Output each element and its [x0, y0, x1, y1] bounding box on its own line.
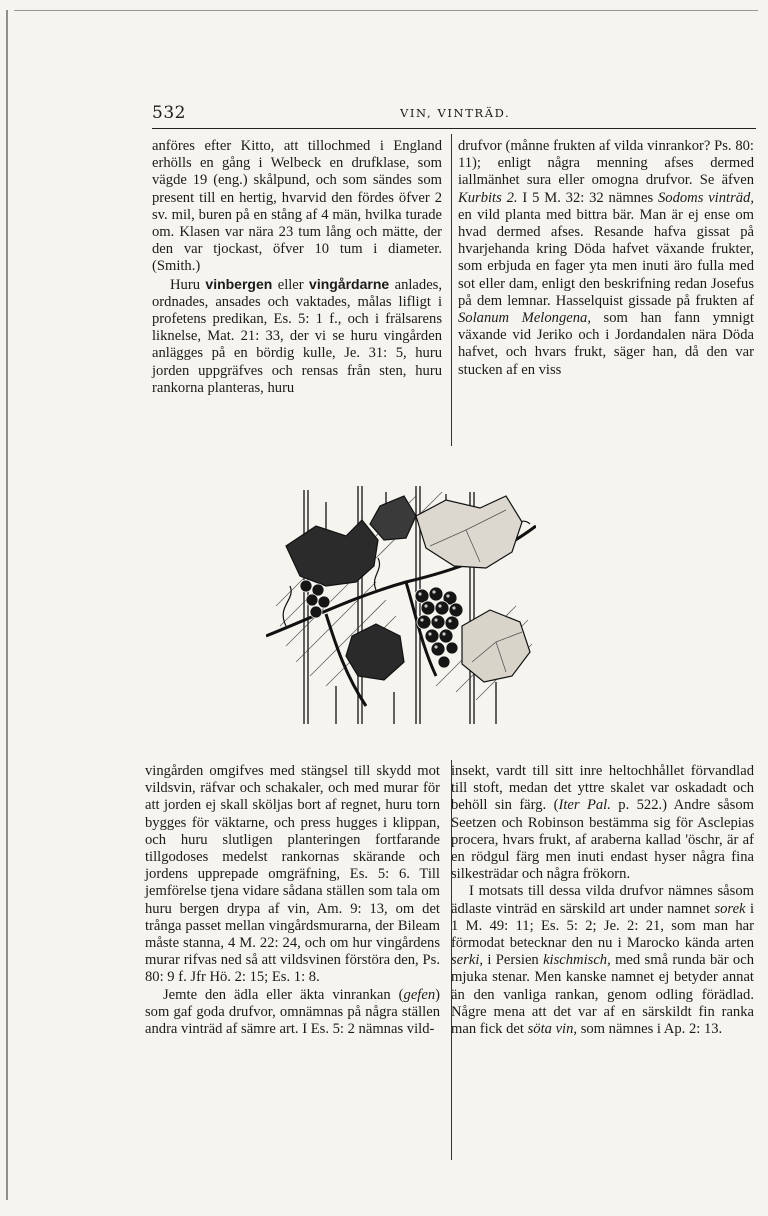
scan-top-edge: [14, 10, 758, 11]
header-rule: [152, 128, 756, 129]
paragraph: drufvor (månne frukten af vilda vinrankor? Ps. 80: 11); enligt några menning afses dermed iallmänhet sura eller omogna drufvor. Se äfven Kurbits 2. I 5 M. 32: 32 nämnes Sodoms vinträd, en vild planta med bittra bär. Man är ej ense om hvad dermed afses. Resande hafva gissat på hvarjehanda kring Döda hafvet växande frukter, som erbjuda en fager yta men inuti äro fulla med sot eller dam, enligt den beskrifning redan Josefus på dem lemnar. Hasselquist gissade på frukten af Solanum Melongena, som han fann ymnigt växande vid Jeriko och i Jordandalen nära Döda hafvet, och hvars frukt, säger han, då den var stucken af en viss: [458, 138, 755, 378]
scan-page-edge: [6, 10, 18, 1200]
running-head: VIN, VINTRÄD.: [400, 106, 511, 120]
paragraph: anföres efter Kitto, att tillochmed i England erhölls en gång i Welbeck en drufklase, som vägde 19 (eng.) skålpund, och som sändes som present till en hertig, hvarvid den fördes öfver 2 sv. mil, buren på en stång af 4 män, hvilka turade om. Klasen var nära 23 tum lång och mätte, der den var tjockast, öfver 10 tum i diameter. (Smith.): [152, 138, 442, 275]
column-bottom-left: [145, 763, 440, 1038]
grapevine-illustration: [266, 486, 536, 724]
column-divider-top: [451, 134, 452, 446]
paragraph: Jemte den ädla eller äkta vinrankan (gefen) som gaf goda drufvor, omnämnas på några ställen andra vinträd af sämre art. I Es. 5: 2 nämnas vild-: [145, 986, 440, 1038]
page-number: 532: [152, 103, 186, 123]
page-header: [152, 103, 756, 125]
paragraph: vingården omgifves med stängsel till skydd mot vildsvin, räfvar och schakaler, och med murar för att jorden ej skall sköljas bort af regnet, huru torn bygges för väktarne, och press hugges i klippan, och huru slutligen planteringen fortfarande tillgodoses medelst rankornas skärande och jordens upprepade omgräfning, Es. 5: 6. Till jemförelse tjena vidare sådana ställen som tala om huru bergen drypa af vin, Am. 9: 13, om det trånga passet mellan vingårdsmurarna, der Bileam måste stanna, 4 M. 22: 24, och om hur vingårdens murar rifvas ned så att vildsvinen förstöra den, Ps. 80: 9 f. Jfr Hö. 2: 15; Es. 1: 8.: [145, 763, 440, 986]
paragraph: insekt, vardt till sitt inre heltochhållet förvandlad till stoft, medan det yttre skalet var oskadadt och behöll sin färg. (Iter Pal. p. 522.) Andre såsom Seetzen och Robinson bestämma sig för Asclepias procera, hvars frukt, af araberna kallad 'öschr, är af en rödgul färg men inuti endast hyser några fina silkesträdar och några frökorn.: [451, 763, 754, 883]
column-top-left: [152, 138, 442, 397]
column-bottom-right: [451, 763, 754, 1038]
paragraph: I motsats till dessa vilda drufvor nämnes såsom ädlaste vinträd en särskild art under namnet sorek i 1 M. 49: 11; Es. 5: 2; Je. 2: 21, som man har förmodat betecknar den nu i Marocko kända arten serki, i Persien kischmisch, med små runda bär och mjuka stenar. Men kanske namnet ej betyder annat än den vanliga rankan, genom odling förädlad. Någre mena att det var af en särskildt fin ranka man fick det söta vin, som nämnes i Ap. 2: 13.: [451, 883, 754, 1038]
paragraph: Huru vinbergen eller vingårdarne anlades, ordnades, ansades och vaktades, målas lifligt i profetens predikan, Es. 5: 1 f., och i frälsarens liknelse, Mat. 21: 33, der vi se huru vingården anlägges på en bördig kulle, Je. 31: 5, huru jorden uppgräfves och rensas från sten, huru rankorna planteras, huru: [152, 275, 442, 396]
column-top-right: [458, 138, 754, 379]
